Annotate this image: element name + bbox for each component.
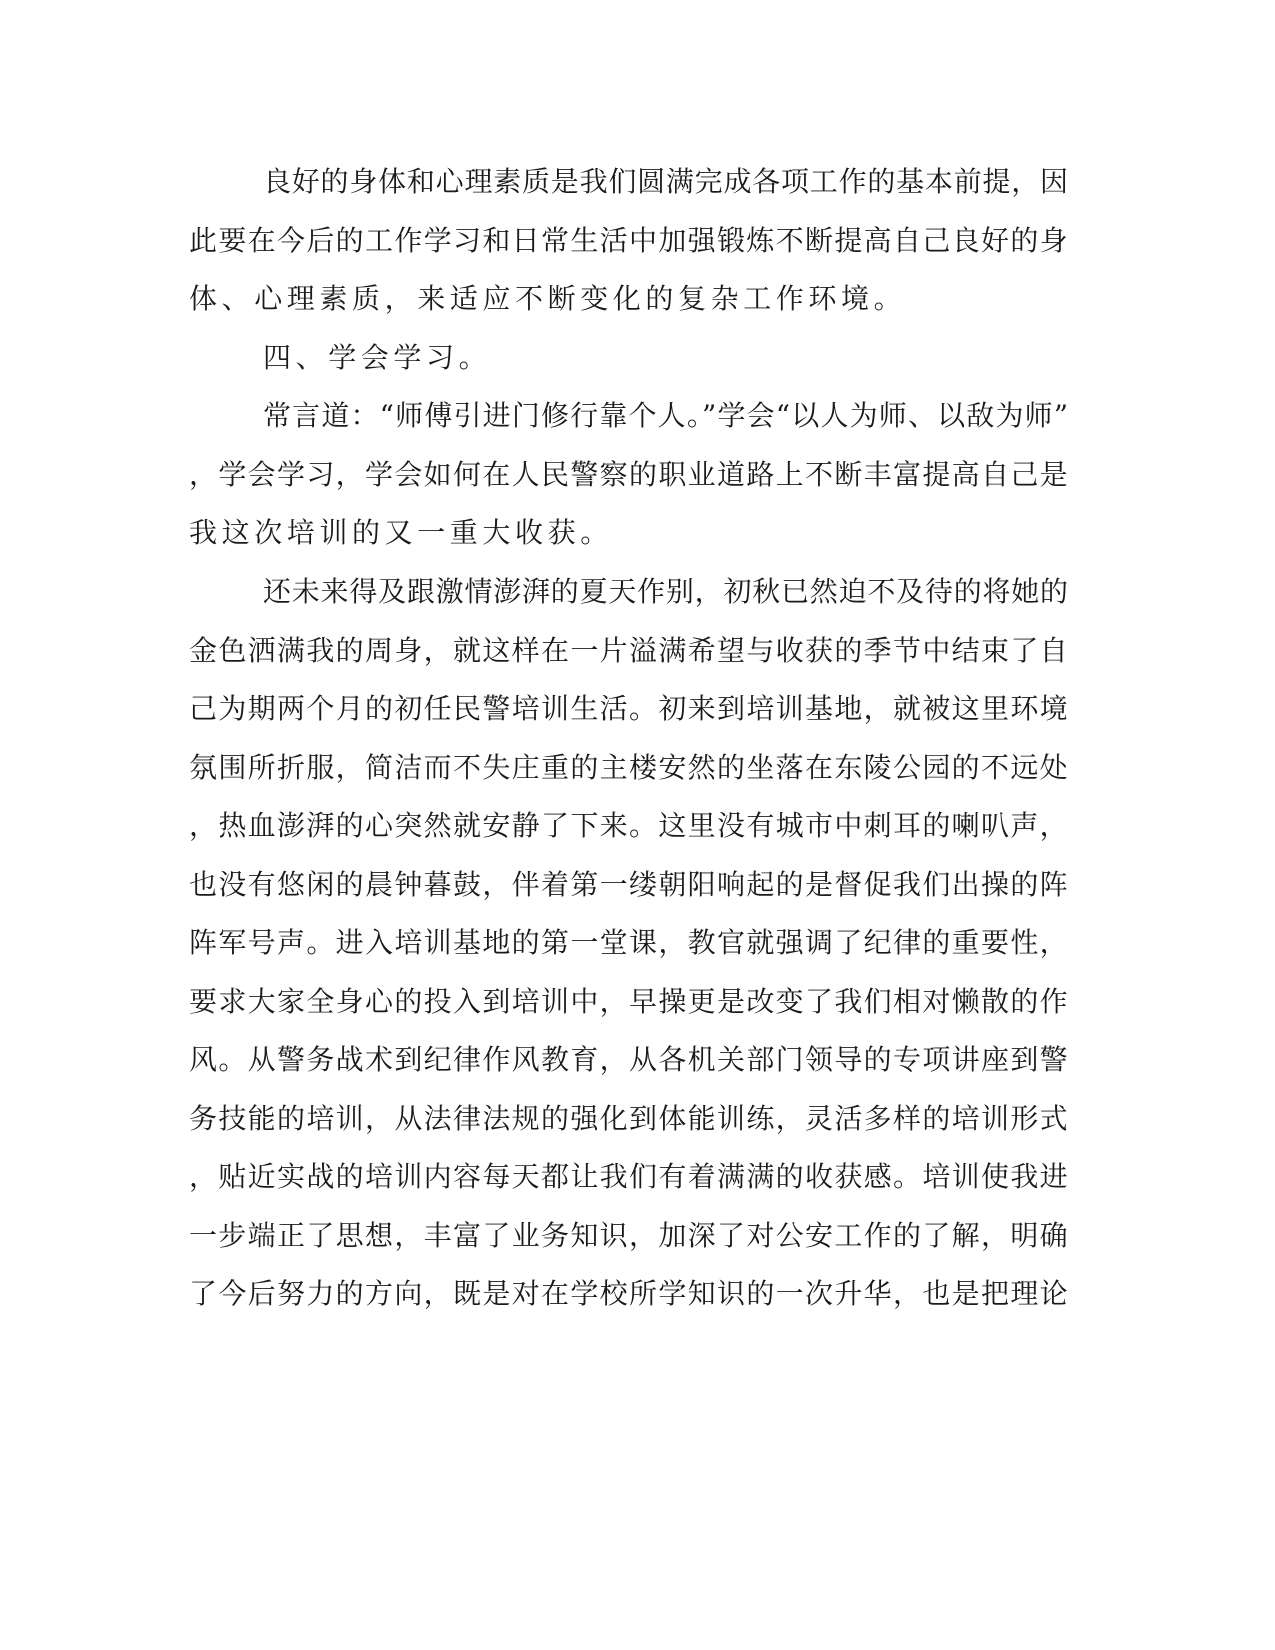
text-line: 也没有悠闲的晨钟暮鼓，伴着第一缕朝阳响起的是督促我们出操的阵 — [189, 868, 1070, 901]
text-line: 阵军号声。进入培训基地的第一堂课，教官就强调了纪律的重要性， — [189, 926, 1070, 959]
text-line: 风。从警务战术到纪律作风教育，从各机关部门领导的专项讲座到警 — [189, 1043, 1070, 1076]
text-line: 一步端正了思想，丰富了业务知识，加深了对公安工作的了解，明确 — [189, 1219, 1070, 1252]
text-line: 此要在今后的工作学习和日常生活中加强锻炼不断提高自己良好的身 — [189, 224, 1070, 257]
text-line: 务技能的培训，从法律法规的强化到体能训练，灵活多样的培训形式 — [189, 1102, 1070, 1135]
text-line: ，学会学习，学会如何在人民警察的职业道路上不断丰富提高自己是 — [189, 458, 1070, 491]
text-line: ，热血澎湃的心突然就安静了下来。这里没有城市中刺耳的喇叭声， — [189, 809, 1070, 842]
text-line: 氛围所折服，简洁而不失庄重的主楼安然的坐落在东陵公园的不远处 — [189, 751, 1070, 784]
text-line: 要求大家全身心的投入到培训中，早操更是改变了我们相对懒散的作 — [189, 985, 1070, 1018]
text-line: 体、心理素质，来适应不断变化的复杂工作环境。 — [189, 282, 907, 315]
text-line: 常言道：“师傅引进门修行靠个人。”学会“以人为师、以敌为师” — [263, 399, 1070, 432]
text-line: 己为期两个月的初任民警培训生活。初来到培训基地，就被这里环境 — [189, 692, 1070, 725]
text-line: 我这次培训的又一重大收获。 — [189, 516, 613, 549]
text-line: 还未来得及跟激情澎湃的夏天作别，初秋已然迫不及待的将她的 — [263, 575, 1069, 608]
text-line: 良好的身体和心理素质是我们圆满完成各项工作的基本前提，因 — [263, 165, 1069, 198]
text-line: ，贴近实战的培训内容每天都让我们有着满满的收获感。培训使我进 — [189, 1160, 1070, 1193]
text-line: 金色洒满我的周身，就这样在一片溢满希望与收获的季节中结束了自 — [189, 634, 1070, 667]
text-line: 了今后努力的方向，既是对在学校所学知识的一次升华，也是把理论 — [189, 1277, 1070, 1310]
section-heading: 四、学会学习。 — [263, 341, 492, 374]
